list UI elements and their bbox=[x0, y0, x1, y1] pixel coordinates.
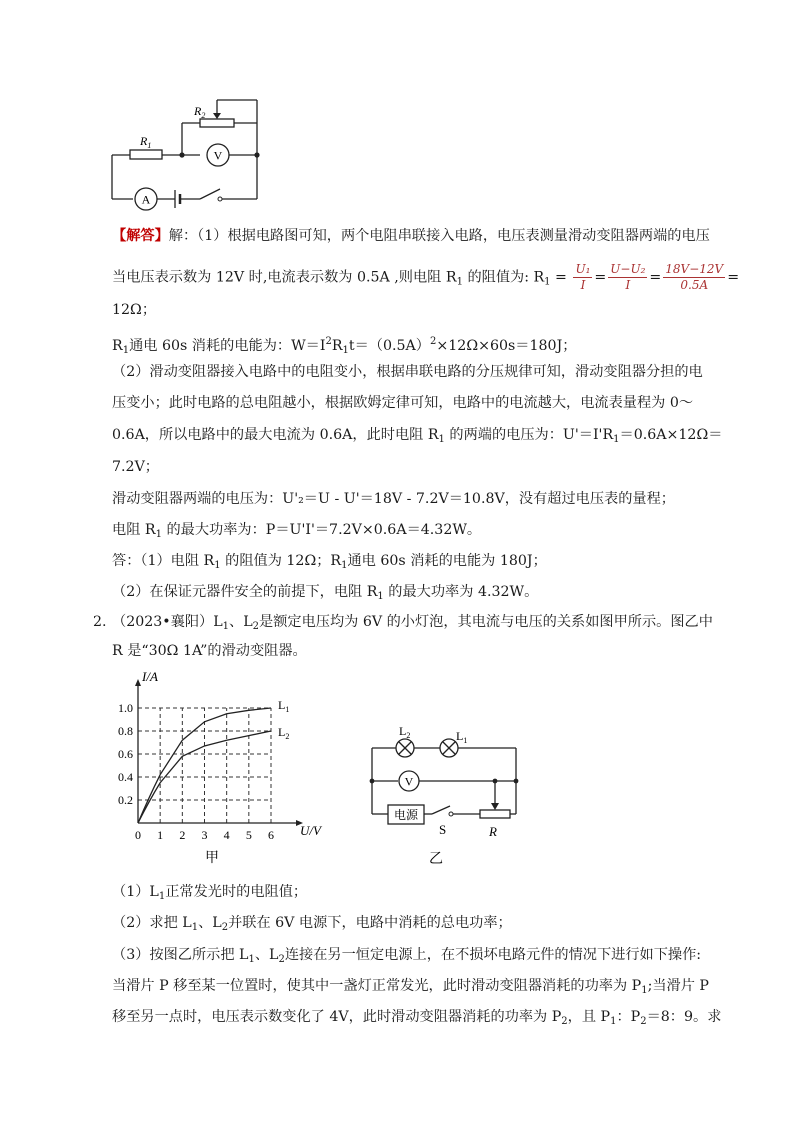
fraction-u1-over-i: $\frac{\text{U₁}}{I}$ bbox=[575, 262, 591, 292]
solution-line-12: （2）在保证元器件安全的前提下，电阻 $R_1$ 的最大功率为 4.32W。 bbox=[112, 584, 539, 602]
question-number: 2. bbox=[93, 614, 107, 630]
y-tick-label: 0.4 bbox=[118, 770, 133, 784]
fraction-u-minus-u2-over-i: $\frac{\text{U−U₂}}{I}$ bbox=[610, 262, 646, 292]
lamp-l1-label: $L_1$ bbox=[456, 729, 468, 745]
solution-line-9: 滑动变阻器两端的电压为：U'₂＝U - U'＝18V - 7.2V＝10.8V，没有超过电压表的量程； bbox=[112, 491, 675, 507]
x-axis-label: U/V bbox=[300, 823, 321, 838]
y-axis-arrow bbox=[135, 679, 141, 686]
y-tick-label: 0.2 bbox=[118, 793, 133, 807]
sub-question-3-line-1: （3）按图乙所示把 $L_1$、$L_2$连接在另一恒定电源上，在不损坏电路元件的情况下进行如下操作: bbox=[112, 947, 702, 965]
solution-line-3: 12Ω； bbox=[112, 302, 157, 318]
sub-question-1: $(1)L_1$正常发光时的电阻值； bbox=[112, 884, 308, 902]
iv-graph bbox=[100, 665, 350, 875]
circuit2-caption: 乙 bbox=[429, 851, 443, 867]
lamp-l2-label: $L_2$ bbox=[399, 724, 411, 740]
voltmeter-symbol-2: V bbox=[404, 774, 414, 789]
solution-line-6: 压变小；此时电路的总电阻越小，根据欧姆定律可知，电路中的电流越大，电流表量程为 0～ bbox=[112, 395, 694, 411]
r2-label: $R_2$ bbox=[194, 104, 206, 120]
graph-ticks bbox=[118, 701, 274, 842]
solution-line-2: 当电压表示数为 12V 时,电流表示数为 0.5A ,则电阻 $R_1$ 的阻值为: $R_1$ = $\frac{\text{U₁}}{I}$ = $\frac{\text{U−U₂}}{I}$ = $\frac{18V-12V}{0.5A}$ = bbox=[112, 262, 740, 292]
x-tick-label: 0 bbox=[135, 828, 141, 842]
sub-question-3-line-2: 当滑片 P 移至某一位置时，使其中一盏灯正常发光，此时滑动变阻器消耗的功率为 $P_1$;当滑片 P bbox=[112, 978, 709, 996]
y-tick-label: 0.6 bbox=[118, 747, 133, 761]
graph-caption: 甲 bbox=[205, 850, 219, 866]
voltmeter-symbol: V bbox=[213, 148, 223, 163]
sub-question-2: （2）求把 $L_1$、$L_2$并联在 6V 电源下，电路中消耗的总电功率； bbox=[112, 915, 512, 933]
sub-question-3-line-3: 移至另一点时，电压表示数变化了 4V，此时滑动变阻器消耗的功率为 $P_2$，且 $P_1$：$P_2=8$：9。求 bbox=[112, 1009, 722, 1027]
solution-line-4: $R_1$通电 60s 消耗的电能为：$W=I^2R_1t=(0.5A)^2\times 12\Omega\times 60s=180J$； bbox=[112, 336, 577, 356]
x-tick-label: 4 bbox=[223, 828, 230, 842]
curve-label-l2: $L_2$ bbox=[278, 725, 290, 741]
x-tick-label: 1 bbox=[157, 828, 164, 842]
solution-line-11: 答：（1）电阻 $R_1$ 的阻值为 12Ω；$R_1$通电 60s 消耗的电能为 180J； bbox=[112, 553, 547, 571]
power-source-label: 电源 bbox=[393, 808, 419, 822]
x-tick-label: 6 bbox=[268, 828, 274, 842]
y-tick-label: 1.0 bbox=[118, 701, 133, 715]
curve-label-l1: $L_1$ bbox=[278, 698, 290, 714]
circuit-diagram-1 bbox=[100, 95, 270, 220]
r1-label: $R_1$ bbox=[140, 134, 152, 150]
x-tick-label: 5 bbox=[245, 828, 252, 842]
solution-line-8: 7.2V； bbox=[112, 459, 159, 475]
graph-grid bbox=[138, 708, 271, 823]
rheostat-label: R bbox=[489, 824, 497, 839]
question-line-2: R 是“30Ω 1A”的滑动变阻器。 bbox=[112, 643, 307, 659]
ammeter-symbol: A bbox=[141, 192, 151, 207]
x-tick-label: 3 bbox=[201, 828, 208, 842]
solution-line-7: 0.6A，所以电路中的最大电流为 0.6A，此时电阻 $R_1$ 的两端的电压为：$U'=I'R_1=0.6A\times 12\Omega=$ bbox=[112, 427, 723, 445]
question-line-1: （2023•襄阳）$L_1$、$L_2$是额定电压均为 6V 的小灯泡，其电流与电压的关系如图甲所示。图乙中 bbox=[112, 614, 713, 632]
switch-label: S bbox=[439, 822, 447, 837]
circuit-diagram-2 bbox=[360, 715, 530, 875]
y-tick-label: 0.8 bbox=[118, 724, 133, 738]
solution-line-1: 【解答】解：（1）根据电路图可知，两个电阻串联接入电路，电压表测量滑动变阻器两端的电压 bbox=[112, 228, 710, 244]
y-axis-label: I/A bbox=[142, 669, 158, 684]
x-tick-label: 2 bbox=[179, 828, 186, 842]
solution-line-5: （2）滑动变阻器接入电路中的电阻变小，根据串联电路的分压规律可知，滑动变阻器分担的电 bbox=[112, 364, 703, 380]
fraction-values: $\frac{18V-12V}{0.5A}$ bbox=[665, 262, 724, 292]
solution-line-10: 电阻 $R_1$ 的最大功率为：P＝U'I'＝7.2V×0.6A＝4.32W。 bbox=[112, 522, 482, 540]
